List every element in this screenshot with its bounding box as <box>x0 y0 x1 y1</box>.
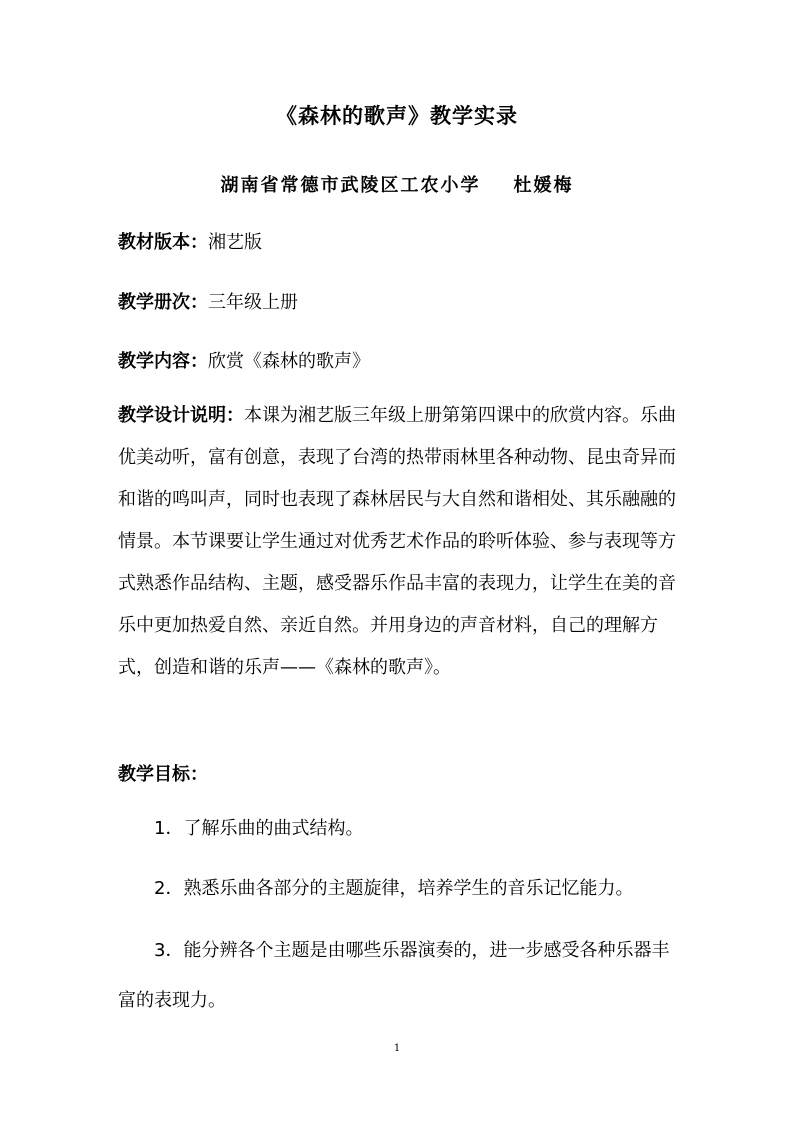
volume-field <box>118 288 298 314</box>
edition-value: 湘艺版 <box>208 232 262 253</box>
volume-label: 教学册次： <box>118 292 208 313</box>
page-number: 1 <box>393 1043 401 1054</box>
content-value: 欣赏《森林的歌声》 <box>208 351 370 372</box>
design-description <box>118 395 678 689</box>
content-label: 教学内容： <box>118 351 208 372</box>
edition-label: 教材版本： <box>118 232 208 253</box>
design-label: 教学设计说明： <box>118 405 244 426</box>
design-text: 本课为湘艺版三年级上册第第四课中的欣赏内容。乐曲优美动听，富有创意，表现了台湾的热带雨林里各种动物、昆虫奇异而和谐的鸣叫声，同时也表现了森林居民与大自然和谐相处、其乐融融的情景。本节课要让学生通过对优秀艺术作品的聆听体验、参与表现等方式熟悉作品结构、主题，感受器乐作品丰富的表现力，让学生在美的音乐中更加热爱自然、亲近自然。并用身边的声音材料，自己的理解方式，创造和谐的乐声——《森林的歌声》。 <box>118 405 676 678</box>
volume-value: 三年级上册 <box>208 292 298 313</box>
edition-field <box>118 228 262 254</box>
content-field <box>118 347 370 373</box>
goals-heading: 教学目标： <box>118 764 208 785</box>
goal-item-3: 3．能分辨各个主题是由哪些乐器演奏的，进一步感受各种乐器丰富的表现力。 <box>118 940 670 1011</box>
document-title: 《森林的歌声》教学实录 <box>276 104 518 128</box>
goal-item-2: 2．熟悉乐曲各部分的主题旋律，培养学生的音乐记忆能力。 <box>154 878 634 899</box>
goal-item-1: 1．了解乐曲的曲式结构。 <box>154 818 364 839</box>
author-line: 湖南省常德市武陵区工农小学 杜媛梅 <box>220 175 574 196</box>
